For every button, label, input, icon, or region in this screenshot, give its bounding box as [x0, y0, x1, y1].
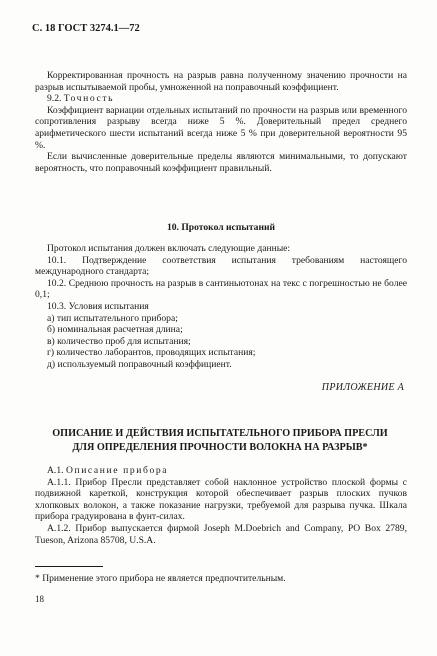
subsection-number: А.1.: [47, 465, 64, 476]
paragraph-a-1-2: А.1.2. Прибор выпускается фирмой Joseph M.Doebrich and Company, PO Box 2789, Tueson, Arizona 85708, U.S.A.: [35, 522, 407, 546]
list-item: а) тип испытательного прибора;: [47, 312, 178, 324]
section10-block: [35, 243, 407, 371]
appendix-label: ПРИЛОЖЕНИЕ А: [321, 382, 404, 393]
page-header: С. 18 ГОСТ 3274.1—72: [32, 23, 140, 34]
conditions-list: [35, 313, 407, 371]
list-item: б) номинальная расчетная длина;: [47, 324, 183, 336]
paragraph-10-1: 10.1. Подтверждение соответствия испытания требованиям настоящего международного стандарта;: [35, 254, 407, 278]
paragraph-corrected-strength: Корректированная прочность на разрыв равна полученному значению прочности на разрыв испытываемой пробы, умноженной на поправочный коэффициент.: [35, 70, 407, 93]
appendix-title: [32, 427, 408, 454]
list-item: г) количество лаборантов, проводящих испытания;: [47, 347, 256, 359]
page-number: 18: [35, 594, 44, 604]
subsection-heading-precision: [35, 93, 407, 105]
paragraph-10-3: 10.3. Условия испытания: [47, 300, 149, 312]
subsection-title: Описание прибора: [65, 465, 169, 476]
section9-block: [35, 70, 407, 174]
paragraph-protocol-intro: Протокол испытания должен включать следующие данные:: [47, 243, 291, 254]
footnote: * Применение этого прибора не является предпочтительным.: [35, 573, 286, 584]
list-item: д) используемый поправочный коэффициент.: [47, 358, 232, 370]
subsection-number: 9.2.: [47, 93, 62, 105]
paragraph-a-1-1: А.1.1. Прибор Пресли представляет собой наклонное устройство плоской формы с подвижной кареткой, конструкция которой обеспечивает разрыв плоских пучков хлопковых волокон, а также показание нагрузки, требуемой для разрыва пучка. Шкала прибора градуирована в фунт-силах.: [35, 476, 407, 523]
list-item: в) количество проб для испытания;: [47, 335, 191, 347]
subsection-title: Точность: [63, 93, 115, 105]
paragraph-10-2: 10.2. Среднюю прочность на разрыв в сантиньютонах на текс с погрешностью не более 0,1;: [35, 277, 407, 301]
appendix-block: [35, 465, 407, 546]
subsection-heading-description: [35, 465, 407, 477]
paragraph-variation: Коэффициент вариации отдельных испытаний по прочности на разрыв или временного сопротивления разрыву всегда ниже 5 %. Доверительный предел среднего арифметического шести испытаний всегда ниже 5 % при доверительной вероятности 95 %.: [35, 104, 407, 151]
footnote-divider: [35, 566, 103, 567]
appendix-title-line: ОПИСАНИЕ И ДЕЙСТВИЯ ИСПЫТАТЕЛЬНОГО ПРИБОРА ПРЕСЛИ: [52, 428, 388, 439]
section-heading-protocol: 10. Протокол испытаний: [166, 222, 276, 233]
paragraph-confidence: Если вычисленные доверительные пределы являются минимальными, то допускают вероятность, что поправочный коэффициент правильный.: [35, 151, 407, 174]
appendix-title-line: ДЛЯ ОПРЕДЕЛЕНИЯ ПРОЧНОСТИ ВОЛОКНА НА РАЗРЫВ*: [72, 441, 368, 453]
